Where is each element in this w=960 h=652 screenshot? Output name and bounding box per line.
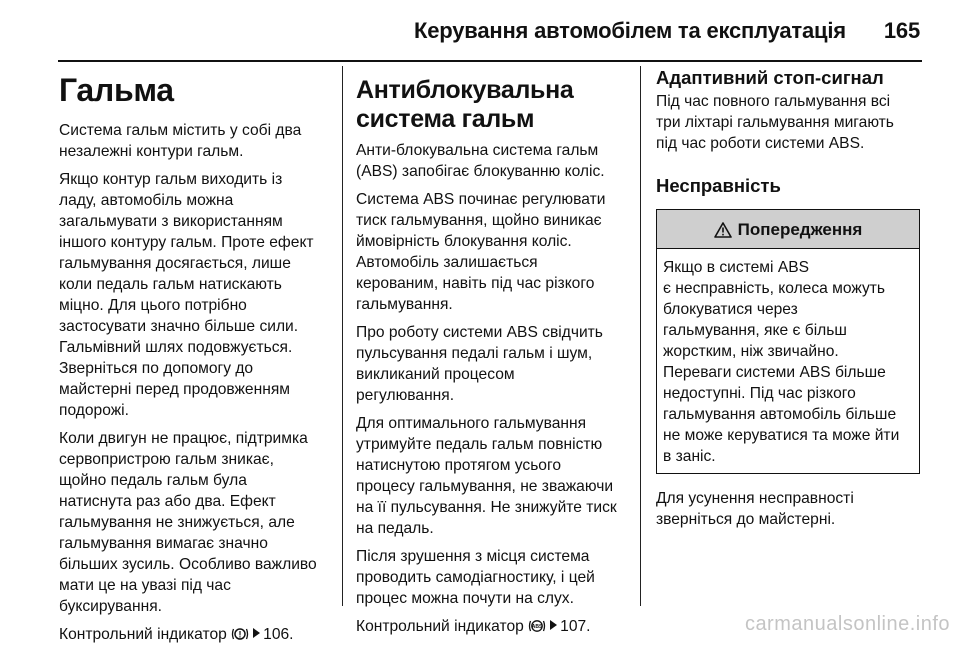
heading-abs: Антиблокувальна система гальм [356, 76, 574, 133]
paragraph-engine-off: Коли двигун не працює, підтримка сервопристрою гальм зникає, щойно педаль гальм була натиснута раз або два. Ефект гальмування не знижується, але гальмування вимагає значно більших зусиль. Особливо важливо мати це на увазі під час буксирування. [59, 430, 317, 615]
watermark: carmanualsonline.info [744, 613, 950, 635]
column-divider-1 [342, 66, 343, 606]
warning-title: Попередження [737, 219, 863, 239]
abs-indicator-icon [528, 618, 546, 635]
arrow-ref-icon [550, 620, 557, 630]
warning-box [656, 209, 920, 474]
brake-warning-icon [231, 626, 249, 643]
page-number: 165 [883, 18, 920, 43]
warning-header [657, 210, 919, 249]
column-brakes [59, 66, 331, 652]
column-adaptive [656, 66, 920, 537]
warning-body: Якщо в системі ABS є несправність, колеса можуть блокуватися через гальмування, яке є більш жорстким, ніж звичайно. Переваги системи ABS більше недоступні. Під час різкого гальмування автомобіль більше не може керуватися та може йти в заніс. [663, 259, 900, 465]
reference-abs-indicator [356, 616, 628, 637]
heading-adaptive-brake-light: Адаптивний стоп-сигнал [656, 67, 884, 88]
paragraph-fault-service: Для усунення несправності зверніться до майстерні. [656, 490, 854, 528]
paragraph-abs-selftest: Після зрушення з місця система проводить самодіагностику, і цей процес можна почути на слух. [356, 548, 595, 607]
paragraph-abs-pulsing: Про роботу системи ABS свідчить пульсування педалі гальм і шум, викликаний процесом регулювання. [356, 324, 603, 404]
paragraph-abs-optimal: Для оптимального гальмування утримуйте педаль гальм повністю натиснутою протягом усього процесу гальмування, не зважаючи на її пульсування. Не знижуйте тиск на педаль. [356, 415, 617, 537]
paragraph-abs-intro: Анти-блокувальна система гальм (ABS) запобігає блокуванню коліс. [356, 142, 605, 180]
reference-page-link[interactable]: 107. [560, 618, 591, 635]
reference-text: Контрольний індикатор [356, 618, 524, 635]
header-rule [58, 60, 922, 62]
paragraph-adaptive: Під час повного гальмування всі три ліхтарі гальмування мигають під час роботи системи ABS. [656, 93, 894, 152]
reference-page-link[interactable]: 106. [263, 626, 294, 643]
paragraph-circuits: Система гальм містить у собі два незалежні контури гальм. [59, 122, 302, 160]
reference-text: Контрольний індикатор [59, 626, 227, 643]
column-abs [356, 66, 628, 644]
warning-triangle-icon [714, 219, 732, 240]
column-divider-2 [640, 66, 641, 606]
paragraph-circuit-failure: Якщо контур гальм виходить із ладу, автомобіль можна загальмувати з використанням іншого контуру гальм. Проте ефект гальмування досягається, лише коли педаль гальм натискають міцно. Для цього потрібно застосувати значно більше сили. Гальмівний шлях подовжується. Зверніться по допомогу до майстерні перед продовженням подорожі. [59, 171, 314, 419]
running-title: Керування автомобілем та експлуатація [414, 18, 846, 43]
arrow-ref-icon [253, 628, 260, 638]
heading-brakes: Гальма [59, 72, 174, 108]
heading-fault: Несправність [656, 175, 781, 196]
svg-text:ABS: ABS [531, 624, 543, 630]
svg-text:!: ! [238, 629, 242, 640]
paragraph-abs-regulation: Система ABS починає регулювати тиск гальмування, щойно виникає ймовірність блокування коліс. Автомобіль залишається керованим, навіть під час різкого гальмування. [356, 191, 606, 313]
page-header [414, 18, 920, 44]
